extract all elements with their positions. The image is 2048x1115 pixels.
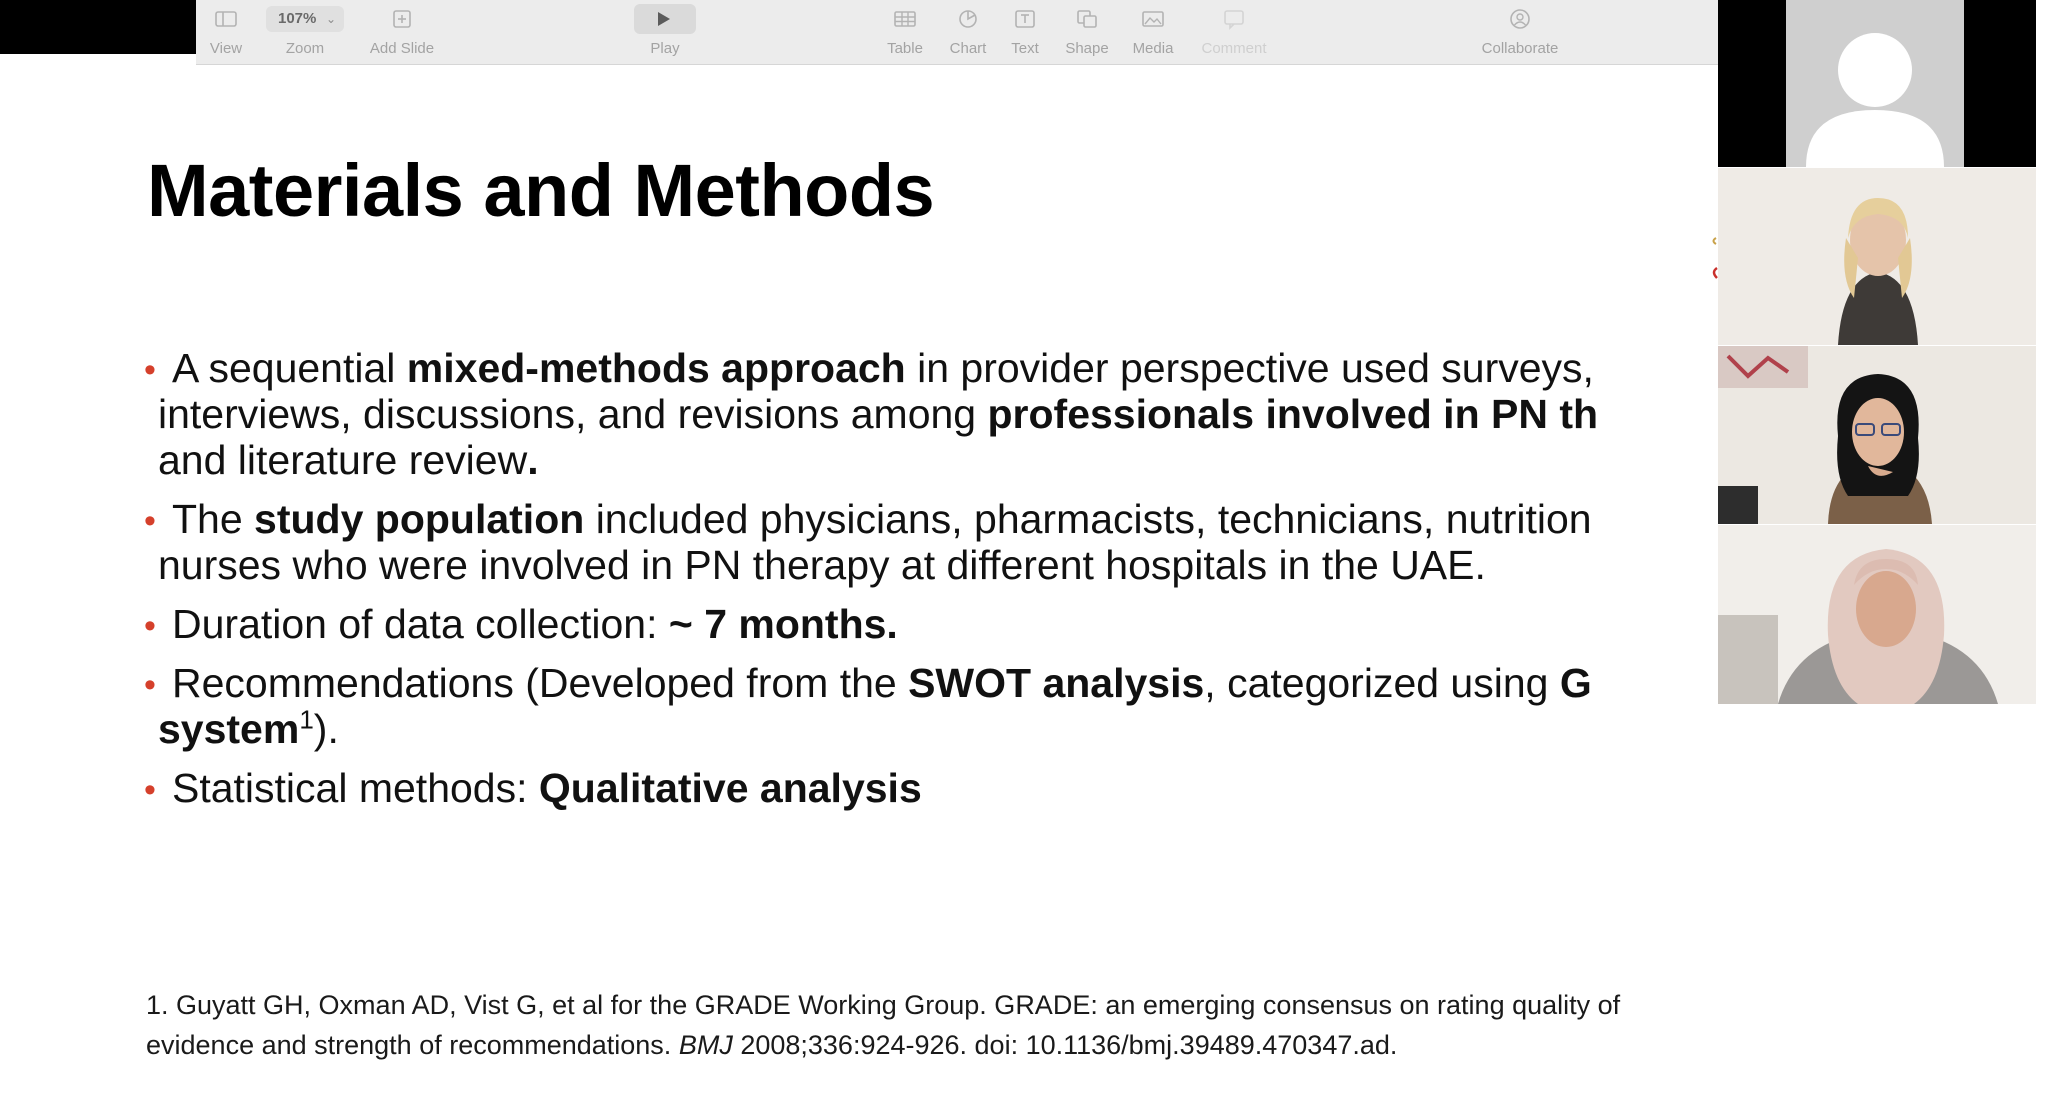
- slide-title: Materials and Methods: [147, 149, 935, 232]
- pie-chart-icon: [955, 8, 981, 30]
- bullet-dot: •: [144, 607, 156, 645]
- participant-video[interactable]: [1718, 525, 2036, 704]
- bullet-dot: •: [144, 502, 156, 540]
- collaborate-icon: [1507, 8, 1533, 30]
- text-button[interactable]: [1006, 0, 1044, 64]
- text-box-icon: [1012, 8, 1038, 30]
- sidebar-icon: [213, 8, 239, 30]
- footnote-line-2: evidence and strength of recommendations. BMJ 2008;336:924-926. doi: 10.1136/bmj.39489.470347.ad.: [146, 1030, 1398, 1060]
- play-label: Play: [650, 40, 680, 57]
- media-label: Media: [1132, 40, 1174, 57]
- bullet-dot: •: [144, 666, 156, 704]
- zoom-label: Zoom: [285, 40, 325, 57]
- shape-button[interactable]: [1064, 0, 1110, 64]
- play-button[interactable]: [634, 0, 696, 64]
- zoom-control[interactable]: [266, 0, 344, 64]
- user-silhouette-icon: [1786, 0, 1964, 167]
- table-button[interactable]: [882, 0, 928, 64]
- video-frame: [1718, 525, 2036, 704]
- participants-panel: [1718, 0, 2036, 704]
- footnote-line-1: 1. Guyatt GH, Oxman AD, Vist G, et al for the GRADE Working Group. GRADE: an emerging consensus on rating quality of: [146, 990, 1621, 1020]
- comment-icon: [1221, 8, 1247, 30]
- view-button[interactable]: [206, 0, 246, 64]
- bullet-item: • Recommendations (Developed from the SWOT analysis, categorized using G system$^1$).: [144, 660, 1592, 752]
- bullet-dot: •: [144, 771, 156, 809]
- avatar-placeholder: [1786, 0, 1964, 167]
- comment-button: [1196, 0, 1272, 64]
- photo-icon: [1140, 8, 1166, 30]
- chart-button[interactable]: [945, 0, 991, 64]
- play-button-bg: [634, 4, 696, 34]
- hidden-slide-graphic: [1710, 232, 1718, 288]
- text-label: Text: [1011, 40, 1039, 57]
- add-slide-button[interactable]: [362, 0, 442, 64]
- bullet-item: • The study population included physicians, pharmacists, technicians, nutrition nurses who were involved in PN therapy at different hospitals in the UAE.: [144, 496, 1592, 588]
- keynote-toolbar: [196, 0, 1718, 65]
- add-slide-label: Add Slide: [369, 40, 435, 57]
- video-frame: [1718, 346, 2036, 524]
- bullet-dot: •: [144, 351, 156, 389]
- participant-video[interactable]: [1718, 346, 2036, 524]
- table-icon: [892, 8, 918, 30]
- plus-square-icon: [389, 8, 415, 30]
- collaborate-label: Collaborate: [1481, 40, 1559, 57]
- play-icon: [657, 12, 671, 26]
- media-button[interactable]: [1128, 0, 1178, 64]
- video-frame: [1718, 168, 2036, 345]
- shape-icon: [1074, 8, 1100, 30]
- bullet-item: • Duration of data collection: ~ 7 months.: [144, 601, 898, 647]
- shape-label: Shape: [1065, 40, 1109, 57]
- participant-tile[interactable]: [1718, 0, 2036, 167]
- table-label: Table: [887, 40, 923, 57]
- participant-video[interactable]: [1718, 168, 2036, 345]
- view-label: View: [209, 40, 243, 57]
- zoom-select[interactable]: [266, 6, 344, 32]
- bullet-item: • Statistical methods: Qualitative analysis: [144, 765, 922, 811]
- slide-bullet-list: [144, 345, 1719, 824]
- zoom-value: 107%: [278, 10, 317, 27]
- collaborate-button[interactable]: [1474, 0, 1566, 64]
- screen-share-corner: [0, 0, 196, 54]
- chart-label: Chart: [949, 40, 987, 57]
- slide-footnote: [146, 985, 1620, 1065]
- bullet-item: • A sequential mixed-methods approach in provider perspective used surveys, interviews, discussions, and revisions among professionals involved in PN th and literature review.: [144, 345, 1599, 483]
- comment-label: Comment: [1201, 40, 1267, 57]
- chevron-down-icon: ⌄: [325, 12, 336, 26]
